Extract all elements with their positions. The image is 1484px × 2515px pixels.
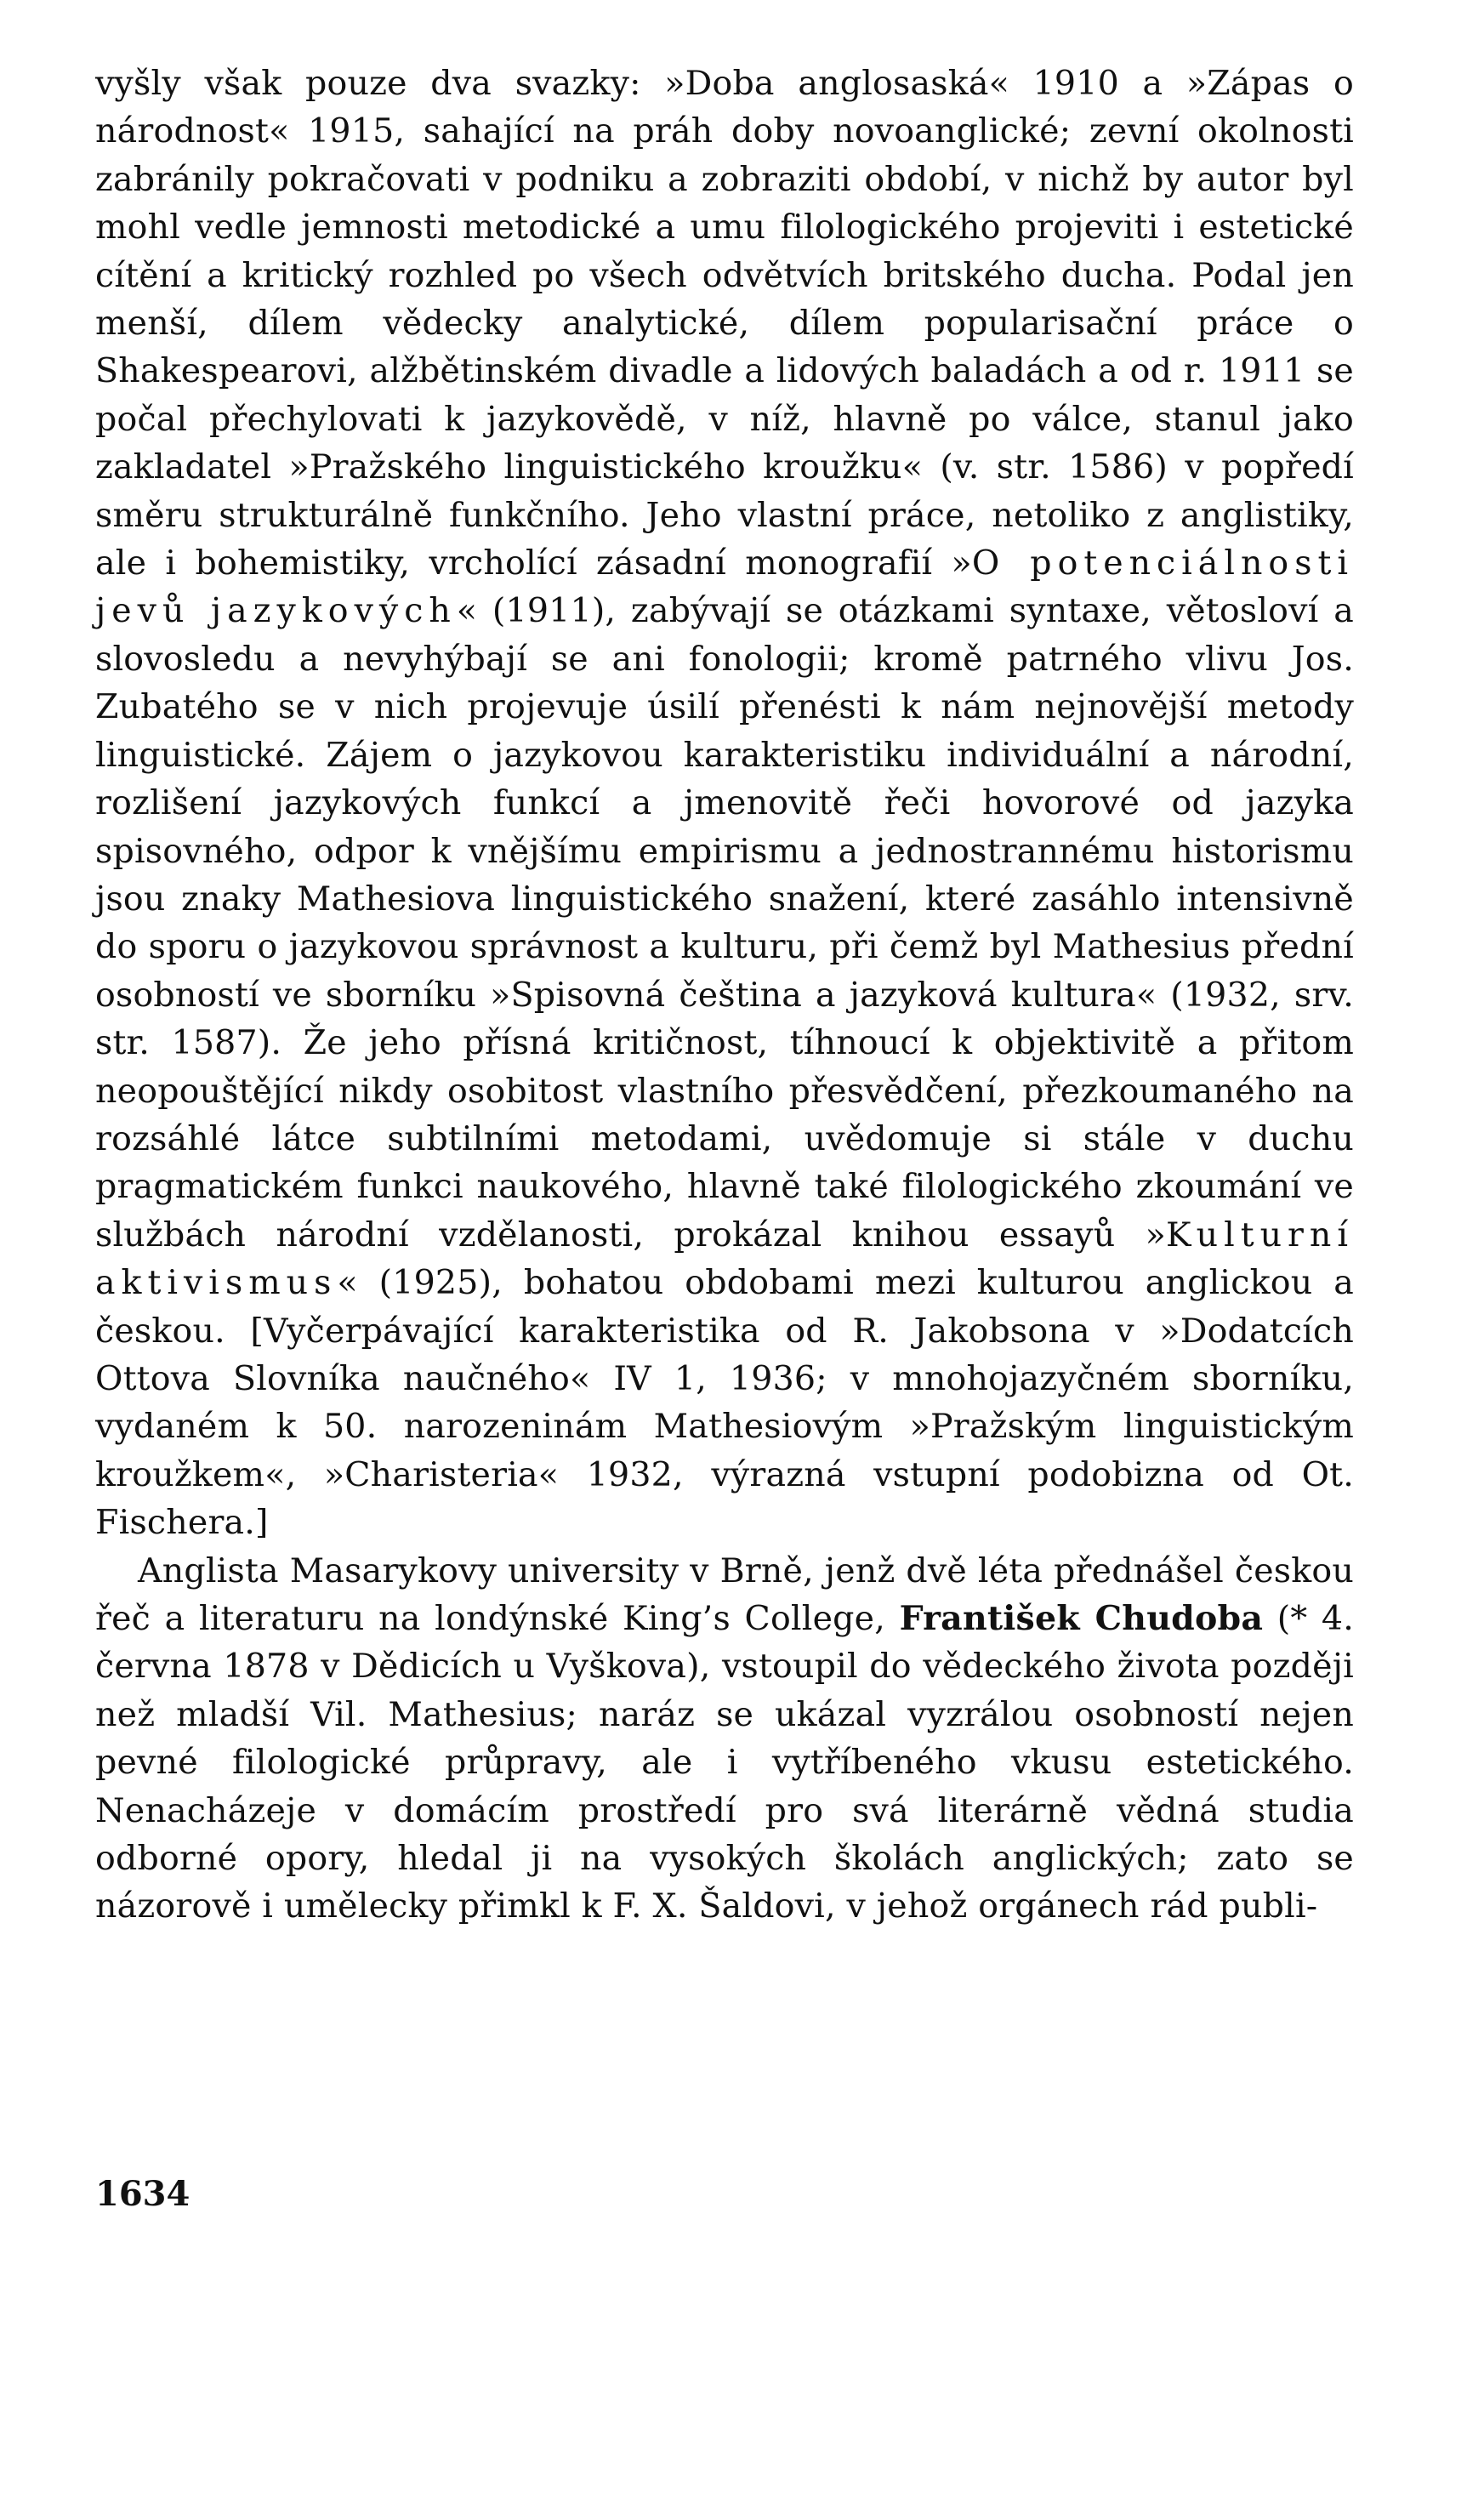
paragraph-mathesius [95,60,1354,1547]
bold-name-chudoba: František Chudoba [899,1599,1264,1638]
page-number: 1634 [95,2174,190,2214]
paragraph-text: (* 4. června 1878 v Dědicích u Vyškova), vstoupil do vědeckého života později než mladší Vil. Mathesius; naráz se ukázal vyzrálou osobností nejen pevné filologické průpravy, ale i vytříbeného vkusu estetického. Nenacházeje v domácím prostředí pro svá literárně vědná studia odborné opory, hledal ji na vysokých školách anglických; zato se názorově i umělecky přimkl k F. X. Šaldovi, v jehož orgánech rád publi- [95,1599,1354,1926]
page-body [95,60,1354,1931]
paragraph-text: Anglista Masarykovy university v Brně, jenž dvě léta přednášel českou řeč a literaturu na londýnské King’s College, [95,1551,1354,1638]
paragraph-text: vyšly však pouze dva svazky: »Doba anglosaská« 1910 a »Zápas o národnost« 1915, sahající na práh doby novoanglické; zevní okolnosti zabránily pokračovati v podniku a zobraziti období, v nichž by autor byl mohl vedle jemnosti metodické a umu filologického projeviti i estetické cítění a kritický rozhled po všech odvětvích britského ducha. Podal jen menší, dílem vědecky analytické, dílem popularisační práce o Shakespearovi, alžbětinském divadle a lidových baladách a od r. 1911 se počal přechylovati k jazykovědě, v níž, hlavně po válce, stanul jako zakladatel »Pražského linguistického kroužku« (v. str. 1586) v popředí směru strukturálně funkčního. Jeho vlastní práce, netoliko z anglistiky, ale i bohemistiky, vrcholící zásadní monografií » [95,64,1354,583]
spaced-title-aktivismus: Kulturní aktivismus [95,1215,1354,1303]
paragraph-chudoba [95,1547,1354,1931]
spaced-title-potencialnost: O potenciálnosti jevů jazykových [95,543,1354,631]
paragraph-text: « (1925), bohatou obdobami mezi kulturou anglickou a českou. [Vyčerpávající karakteristika od R. Jakobsona v »Dodatcích Ottova Slovníka naučného« IV 1, 1936; v mnohojazyčném sborníku, vydaném k 50. narozeninám Mathesiovým »Pražským linguistickým kroužkem«, »Charisteria« 1932, výrazná vstupní podobizna od Ot. Fischera.] [95,1263,1354,1543]
paragraph-text: « (1911), zabývají se otázkami syntaxe, větosloví a slovosledu a nevyhýbají se ani fonologii; kromě patrného vlivu Jos. Zubatého se v nich projevuje úsilí přenésti k nám nejnovější metody linguistické. Zájem o jazykovou karakteristiku individuální a národní, rozlišení jazykových funkcí a jmenovitě řeči hovorové od jazyka spisovného, odpor k vnějšímu empirismu a jednostrannému historismu jsou znaky Mathesiova linguistického snažení, které zasáhlo intensivně do sporu o jazykovou správnost a kulturu, při čemž byl Mathesius přední osobností ve sborníku »Spisovná čeština a jazyková kultura« (1932, srv. str. 1587). Že jeho přísná kritičnost, tíhnoucí k objektivitě a přitom neopouštějící nikdy osobitost vlastního přesvědčení, přezkoumaného na rozsáhlé látce subtilními metodami, uvědomuje si stále v duchu pragmatickém funkci naukového, hlavně také filologického zkoumání ve službách národní vzdělanosti, prokázal knihou essayů » [95,591,1354,1255]
